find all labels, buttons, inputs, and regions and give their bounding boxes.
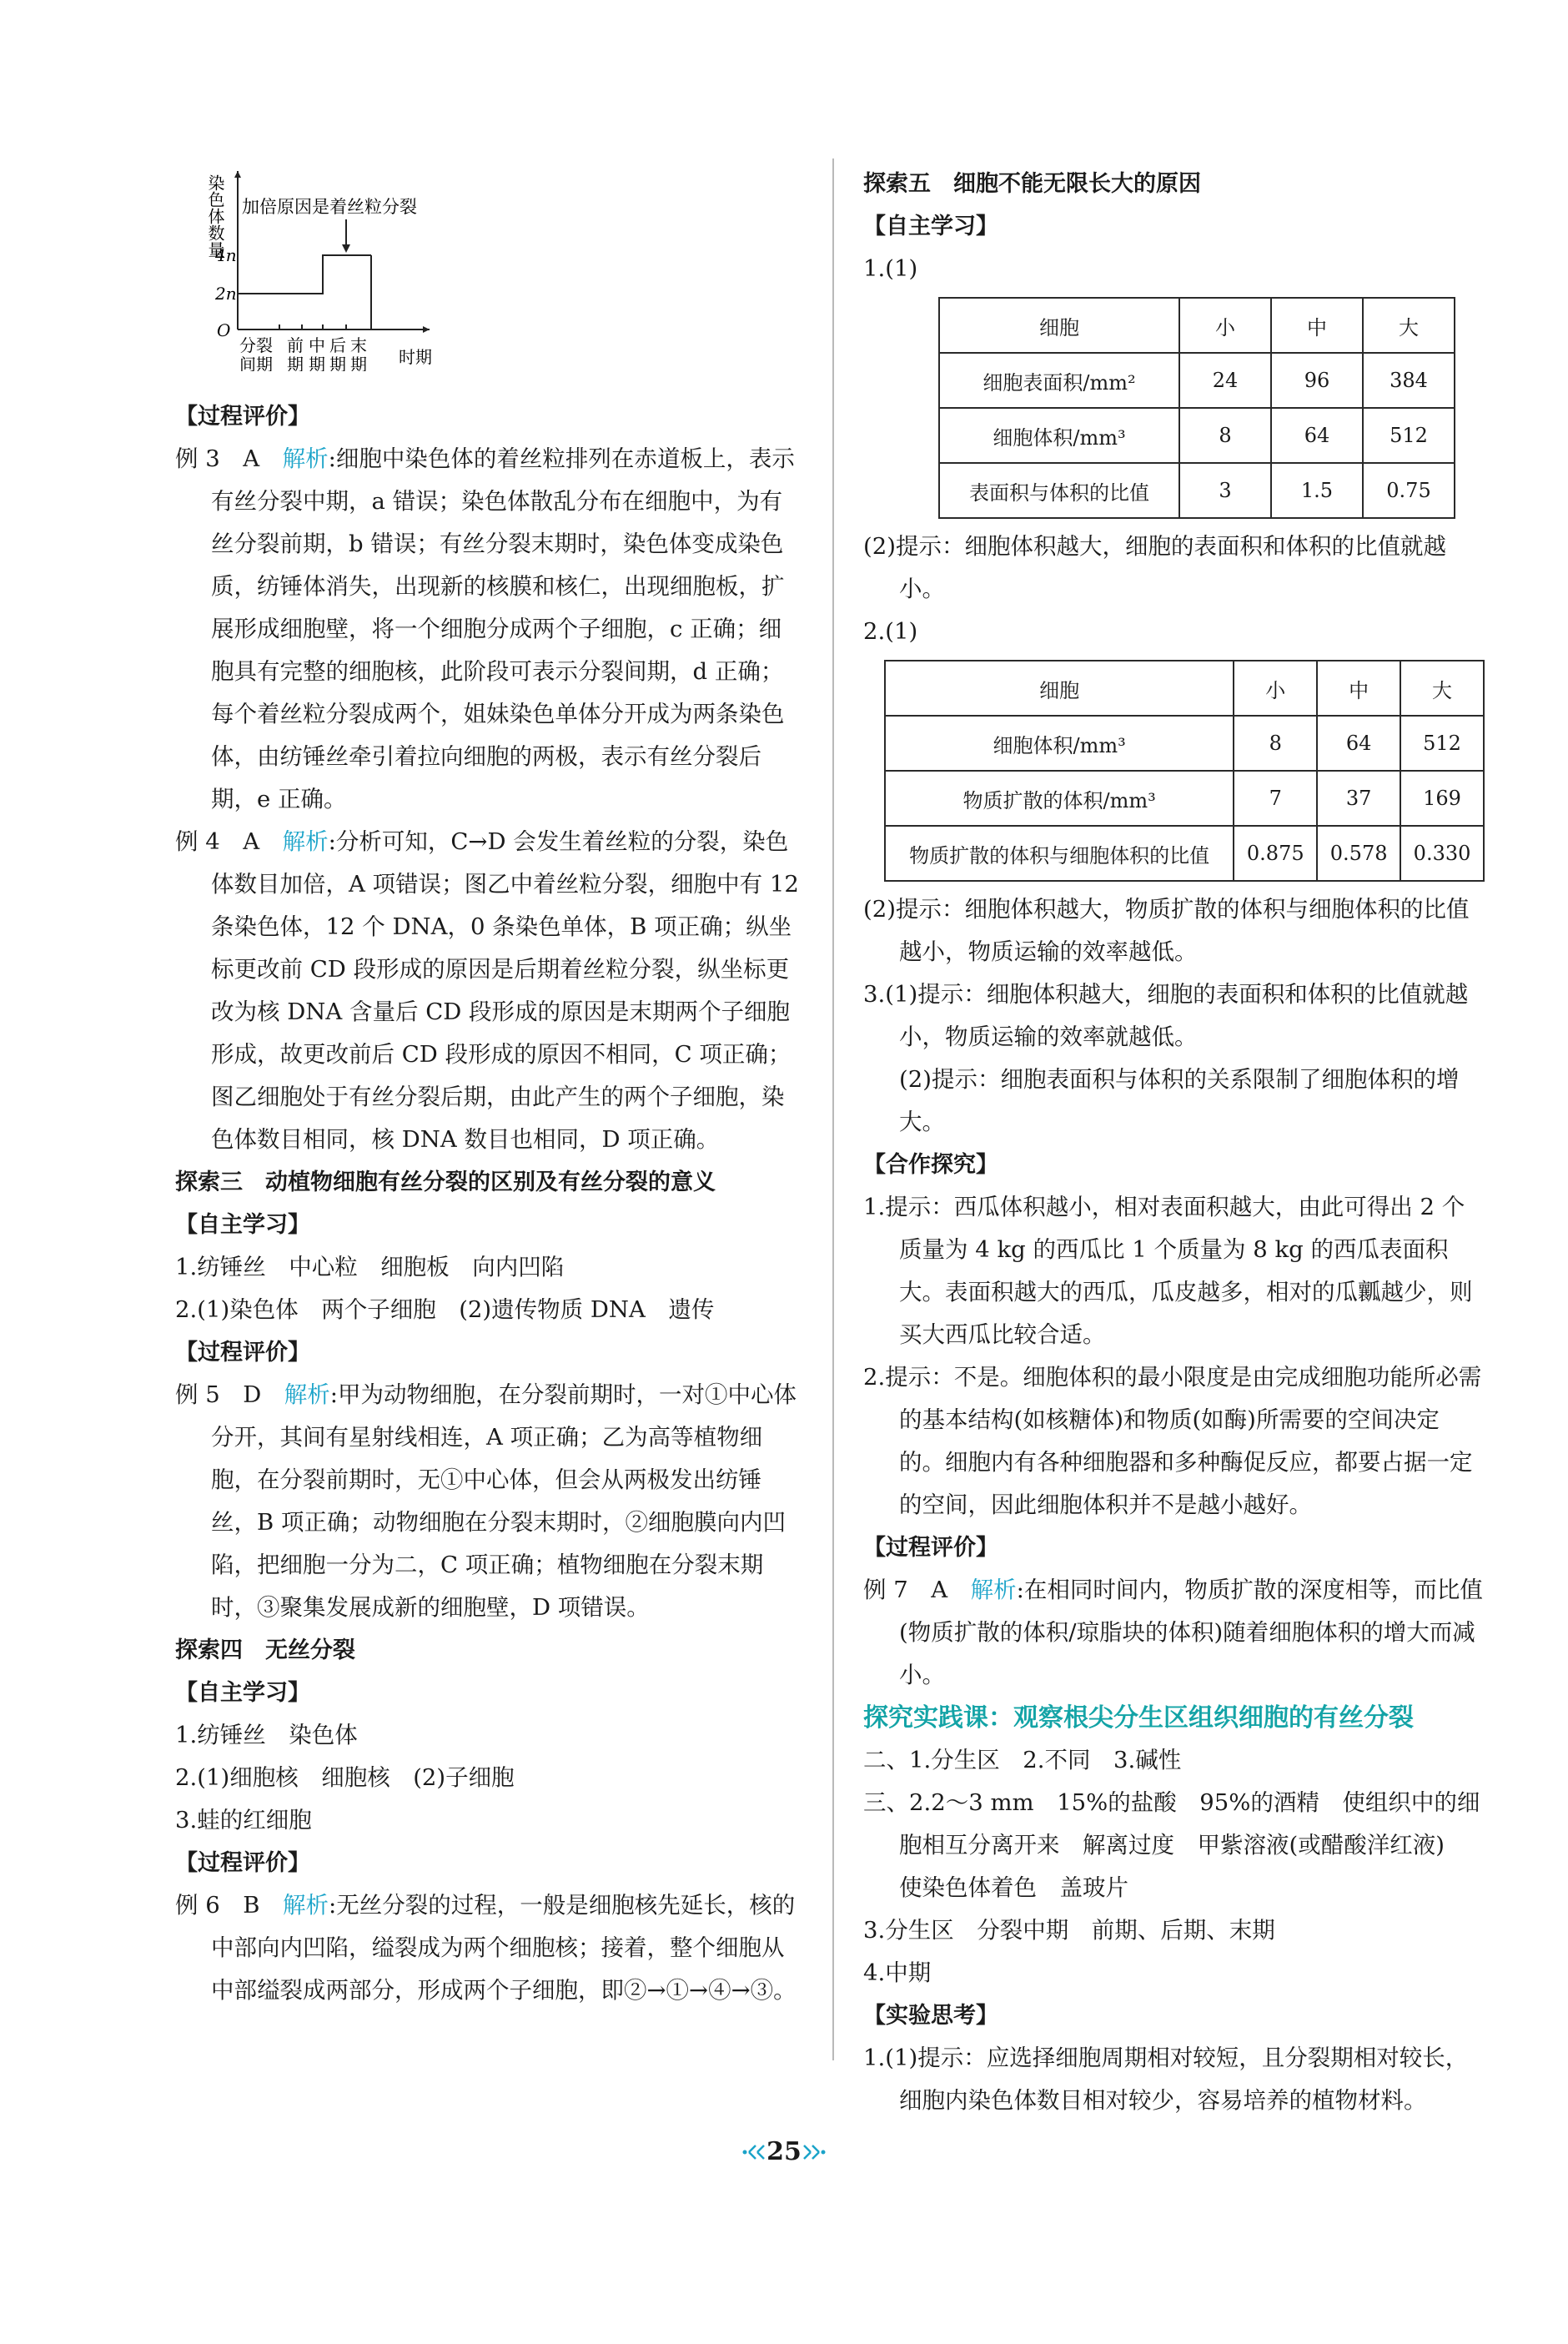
table-header: 小 bbox=[1179, 298, 1271, 353]
example-label: 例 5 D bbox=[175, 1381, 284, 1408]
line: 1.纺锤丝 染色体 bbox=[175, 1722, 358, 1748]
table-header: 大 bbox=[1363, 298, 1455, 353]
annotation-arrow-head bbox=[342, 244, 350, 253]
table-cell: 512 bbox=[1363, 408, 1455, 463]
table-cell: 7 bbox=[1234, 771, 1317, 826]
table-cell: 1.5 bbox=[1271, 463, 1363, 518]
x-axis-label: 时期 bbox=[399, 347, 432, 367]
table-cell: 3 bbox=[1179, 463, 1271, 518]
x-tick-label: 末 bbox=[350, 335, 367, 355]
table-header: 细胞 bbox=[885, 661, 1234, 716]
right-chevron-icon bbox=[804, 2145, 819, 2159]
line: (2)提示：细胞体积越大，细胞的表面积和体积的比值就越小。 bbox=[863, 533, 1446, 602]
x-tick-label: 期 bbox=[309, 355, 325, 371]
table-cell: 物质扩散的体积与细胞体积的比值 bbox=[885, 826, 1234, 881]
self-study-title: 【自主学习】 bbox=[863, 214, 998, 239]
y-tick-label: 4n bbox=[215, 245, 237, 265]
x-tick-label: 期 bbox=[287, 355, 304, 371]
table-cell: 24 bbox=[1179, 353, 1271, 408]
line: 3.(1)提示：细胞体积越大，细胞的表面积和体积的比值就越小，物质运输的效率就越低。 bbox=[863, 981, 1469, 1050]
table-cell: 37 bbox=[1317, 771, 1400, 826]
table-cell: 8 bbox=[1179, 408, 1271, 463]
table-cell: 0.578 bbox=[1317, 826, 1400, 881]
x-tick-label: 间期 bbox=[239, 355, 273, 371]
example-label: 例 3 A bbox=[175, 445, 283, 472]
y-tick-label: 2n bbox=[215, 284, 237, 304]
example-label: 例 4 A bbox=[175, 828, 283, 855]
section-4-title: 探索四 无丝分裂 bbox=[175, 1637, 355, 1663]
example-label: 例 7 A bbox=[863, 1577, 971, 1603]
table-1 bbox=[938, 297, 1455, 519]
table-cell: 64 bbox=[1317, 716, 1400, 771]
y-axis-label: 染色体数量 bbox=[205, 174, 225, 258]
example-7 bbox=[863, 1569, 1485, 1697]
table-header: 中 bbox=[1271, 298, 1363, 353]
example-3 bbox=[175, 438, 801, 821]
line: 4.中期 bbox=[863, 1959, 932, 1986]
coop-title: 【合作探究】 bbox=[863, 1152, 998, 1178]
column-divider bbox=[832, 158, 834, 2060]
line: 3.蛙的红细胞 bbox=[175, 1807, 312, 1833]
y-axis-arrow bbox=[234, 171, 241, 178]
x-tick-label: 后 bbox=[329, 335, 346, 355]
line: 2.(1) bbox=[863, 618, 918, 645]
table-cell: 64 bbox=[1271, 408, 1363, 463]
page-number: 25 bbox=[766, 2137, 802, 2166]
eval-title: 【过程评价】 bbox=[175, 1340, 310, 1366]
analysis-label: 解析 bbox=[282, 445, 329, 472]
self-study-title: 【自主学习】 bbox=[175, 1212, 310, 1238]
table-2 bbox=[884, 660, 1485, 882]
analysis-label: 解析 bbox=[282, 828, 329, 855]
example-label: 例 6 B bbox=[175, 1892, 283, 1919]
table-cell: 细胞体积/mm³ bbox=[939, 408, 1179, 463]
example-4 bbox=[175, 821, 801, 1161]
series-line bbox=[238, 255, 371, 294]
table-cell: 8 bbox=[1234, 716, 1317, 771]
x-tick-label: 前 bbox=[287, 335, 304, 355]
line: 1.提示：西瓜体积越小，相对表面积越大，由此可得出 2 个质量为 4 kg 的西瓜比 1 个质量为 8 kg 的西瓜表面积大。表面积越大的西瓜，瓜皮越多，相对的瓜瓤越少，则买大西瓜比较合适。 bbox=[863, 1194, 1473, 1348]
analysis-label: 解析 bbox=[970, 1577, 1017, 1603]
practice-title: 探究实践课：观察根尖分生区组织细胞的有丝分裂 bbox=[863, 1703, 1414, 1733]
dot-icon bbox=[822, 2150, 826, 2155]
analysis-label: 解析 bbox=[282, 1892, 329, 1919]
x-tick-label: 期 bbox=[350, 355, 367, 371]
section-3-title: 探索三 动植物细胞有丝分裂的区别及有丝分裂的意义 bbox=[175, 1169, 716, 1195]
table-cell: 0.875 bbox=[1234, 826, 1317, 881]
table-header: 大 bbox=[1400, 661, 1484, 716]
x-tick-label: 分裂 bbox=[239, 335, 273, 355]
table-cell: 169 bbox=[1400, 771, 1484, 826]
chromosome-chart bbox=[200, 163, 550, 371]
chart-annotation: 加倍原因是着丝粒分裂 bbox=[242, 197, 417, 217]
table-cell: 96 bbox=[1271, 353, 1363, 408]
exp-title: 【实验思考】 bbox=[863, 2003, 998, 2029]
table-cell: 512 bbox=[1400, 716, 1484, 771]
line: 1.(1)提示：应选择细胞周期相对较短，且分裂期相对较长，细胞内染色体数目相对较少，容易培养的植物材料。 bbox=[863, 2045, 1469, 2114]
line: 2.(1)细胞核 细胞核 (2)子细胞 bbox=[175, 1764, 515, 1791]
line: 1.纺锤丝 中心粒 细胞板 向内凹陷 bbox=[175, 1254, 565, 1280]
table-header: 细胞 bbox=[939, 298, 1179, 353]
table-cell: 0.330 bbox=[1400, 826, 1484, 881]
eval-title: 【过程评价】 bbox=[863, 1535, 998, 1561]
self-study-title: 【自主学习】 bbox=[175, 1680, 310, 1706]
origin-label: O bbox=[217, 320, 231, 340]
x-tick-label: 中 bbox=[309, 335, 325, 355]
line: 三、2.2～3 mm 15%的盐酸 95%的酒精 使组织中的细胞相互分离开来 解离过度 甲紫溶液(或醋酸洋红液) 使染色体着色 盖玻片 bbox=[863, 1789, 1480, 1901]
example-5 bbox=[175, 1374, 801, 1629]
eval-title: 【过程评价】 bbox=[175, 404, 310, 430]
left-text bbox=[175, 395, 801, 2012]
table-header: 中 bbox=[1317, 661, 1400, 716]
analysis-label: 解析 bbox=[284, 1381, 330, 1408]
example-body: :细胞中染色体的着丝粒排列在赤道板上，表示有丝分裂中期，a 错误；染色体散乱分布在细胞中，为有丝分裂前期，b 错误；有丝分裂末期时，染色体变成染色质，纺锤体消失，出现新的核膜和核仁，出现细胞板，扩展形成细胞壁，将一个细胞分成两个子细胞，c 正确；细胞具有完整的细胞核，此阶段可表示分裂间期，d 正确；每个着丝粒分裂成两个，姐妹染色单体分开成为两条染色体，由纺锤丝牵引着拉向细胞的两极，表示有丝分裂后期，e 正确。 bbox=[211, 445, 795, 812]
line: 2.(1)染色体 两个子细胞 (2)遗传物质 DNA 遗传 bbox=[175, 1296, 715, 1323]
table-cell: 细胞表面积/mm² bbox=[939, 353, 1179, 408]
line: (2)提示：细胞表面积与体积的关系限制了细胞体积的增大。 bbox=[899, 1066, 1460, 1135]
line: 3.分生区 分裂中期 前期、后期、末期 bbox=[863, 1917, 1275, 1944]
table-cell: 表面积与体积的比值 bbox=[939, 463, 1179, 518]
example-body: :分析可知，C→D 会发生着丝粒的分裂，染色体数目加倍，A 项错误；图乙中着丝粒分裂，细胞中有 12 条染色体，12 个 DNA，0 条染色单体，B 项正确；纵坐标更改前 CD 段形成的原因是后期着丝粒分裂，纵坐标更改为核 DNA 含量后 CD 段形成的原因是末期两个子细胞形成，故更改前后 CD 段形成的原因不相同，C 项正确；图乙细胞处于有丝分裂后期，由此产生的两个子细胞，染色体数目相同，核 DNA 数目也相同，D 项正确。 bbox=[211, 828, 799, 1153]
x-axis-arrow bbox=[423, 326, 430, 333]
line: 1.(1) bbox=[863, 255, 918, 282]
table-cell: 0.75 bbox=[1363, 463, 1455, 518]
table-header: 小 bbox=[1234, 661, 1317, 716]
line: (2)提示：细胞体积越大，物质扩散的体积与细胞体积的比值越小，物质运输的效率越低。 bbox=[863, 896, 1470, 965]
example-body: :在相同时间内，物质扩散的深度相等，而比值(物质扩散的体积/琼脂块的体积)随着细胞体积的增大而减小。 bbox=[899, 1577, 1483, 1688]
page-number-badge bbox=[742, 2135, 826, 2169]
line: 2.提示：不是。细胞体积的最小限度是由完成细胞功能所必需的基本结构(如核糖体)和物质(如酶)所需要的空间决定的。细胞内有各种细胞器和多种酶促反应，都要占据一定的空间，因此细胞体积并不是越小越好。 bbox=[863, 1364, 1482, 1518]
section-5-title: 探索五 细胞不能无限长大的原因 bbox=[863, 171, 1201, 197]
dot-icon bbox=[743, 2150, 747, 2155]
x-tick-label: 期 bbox=[329, 355, 346, 371]
chart-svg bbox=[200, 163, 550, 371]
table-cell: 384 bbox=[1363, 353, 1455, 408]
line: 二、1.分生区 2.不同 3.碱性 bbox=[863, 1747, 1182, 1773]
example-body: :无丝分裂的过程，一般是细胞核先延长，核的中部向内凹陷，缢裂成为两个细胞核；接着，整个细胞从中部缢裂成两部分，形成两个子细胞，即②→①→④→③。 bbox=[211, 1892, 797, 2004]
example-body: :甲为动物细胞，在分裂前期时，一对①中心体分开，其间有星射线相连，A 项正确；乙为高等植物细胞，在分裂前期时，无①中心体，但会从两极发出纺锤丝，B 项正确；动物细胞在分裂末期时，②细胞膜向内凹陷，把细胞一分为二，C 项正确；植物细胞在分裂末期时，③聚集发展成新的细胞壁，D 项错误。 bbox=[211, 1381, 797, 1621]
table-cell: 细胞体积/mm³ bbox=[885, 716, 1234, 771]
eval-title: 【过程评价】 bbox=[175, 1850, 310, 1876]
left-chevron-icon bbox=[749, 2145, 764, 2159]
right-text bbox=[863, 163, 1485, 2122]
example-6 bbox=[175, 1884, 801, 2012]
table-cell: 物质扩散的体积/mm³ bbox=[885, 771, 1234, 826]
